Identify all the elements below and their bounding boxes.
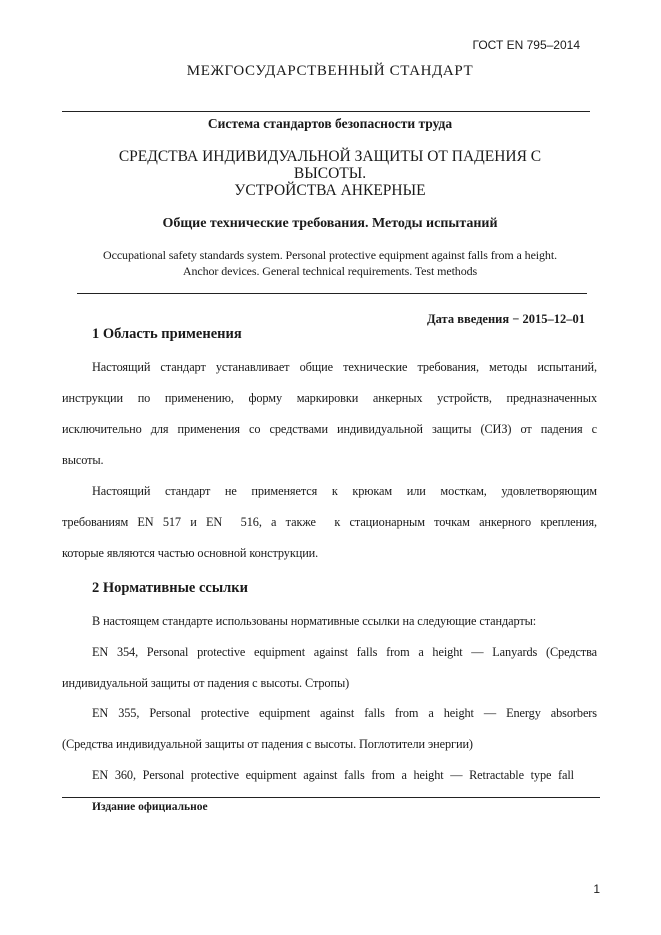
reference-en-354-line-1: EN 354, Personal protective equipment against falls from a height — Lanyards (Средства [92,645,597,659]
reference-en-355-line-2: (Средства индивидуальной защиты от падения с высоты. Поглотители энергии) [62,737,473,751]
section-1-heading: 1 Область применения [92,326,242,342]
standard-type-heading: МЕЖГОСУДАРСТВЕННЫЙ СТАНДАРТ [186,63,474,79]
section-1-p1-line-1: Настоящий стандарт устанавливает общие технические требования, методы испытаний, [92,360,597,374]
title-line-3: УСТРОЙСТВА АНКЕРНЫЕ [234,182,426,199]
section-1-p2-line-3: которые являются частью основной конструкции. [62,546,319,560]
reference-en-354-line-2: индивидуальной защиты от падения с высоты. Стропы) [62,676,350,690]
system-title: Система стандартов безопасности труда [207,116,453,131]
document-code: ГОСТ EN 795–2014 [472,38,580,52]
top-divider [62,111,590,112]
section-1-p2-line-1: Настоящий стандарт не применяется к крюкам или мосткам, удовлетворяющим [92,484,597,498]
title-line-2: ВЫСОТЫ. [293,165,367,182]
page-number: 1 [593,882,600,896]
english-title [40,248,620,279]
section-1-p1-line-2: инструкции по применению, форму маркировки анкерных устройств, предназначенных [62,391,597,405]
introduction-date: Дата введения − 2015–12–01 [427,312,585,326]
section-1-p1-line-4: высоты. [62,453,104,467]
english-title-line-1: Occupational safety standards system. Personal protective equipment against falls from a height. [103,248,557,262]
reference-en-355-line-1: EN 355, Personal protective equipment against falls from a height — Energy absorbers [92,706,597,720]
document-title [60,148,600,199]
section-1-p1-line-3: исключительно для применения со средствами индивидуальной защиты (СИЗ) от падения с [62,422,597,436]
reference-en-360-line-1: EN 360, Personal protective equipment against falls from a height — Retractable type fall [92,768,574,782]
section-2-heading: 2 Нормативные ссылки [92,580,248,596]
english-title-line-2: Anchor devices. General technical requirements. Test methods [182,263,478,278]
title-line-1: СРЕДСТВА ИНДИВИДУАЛЬНОЙ ЗАЩИТЫ ОТ ПАДЕНИЯ С [118,148,542,165]
section-2-intro: В настоящем стандарте использованы нормативные ссылки на следующие стандарты: [92,614,537,628]
official-edition-note: Издание официальное [92,801,208,813]
title-bottom-divider [77,293,587,294]
document-subtitle: Общие технические требования. Методы испытаний [162,216,498,231]
footer-divider [62,797,600,798]
section-1-p2-line-2: требованиям EN 517 и EN 516, а также к стационарным точкам анкерного крепления, [62,515,597,529]
